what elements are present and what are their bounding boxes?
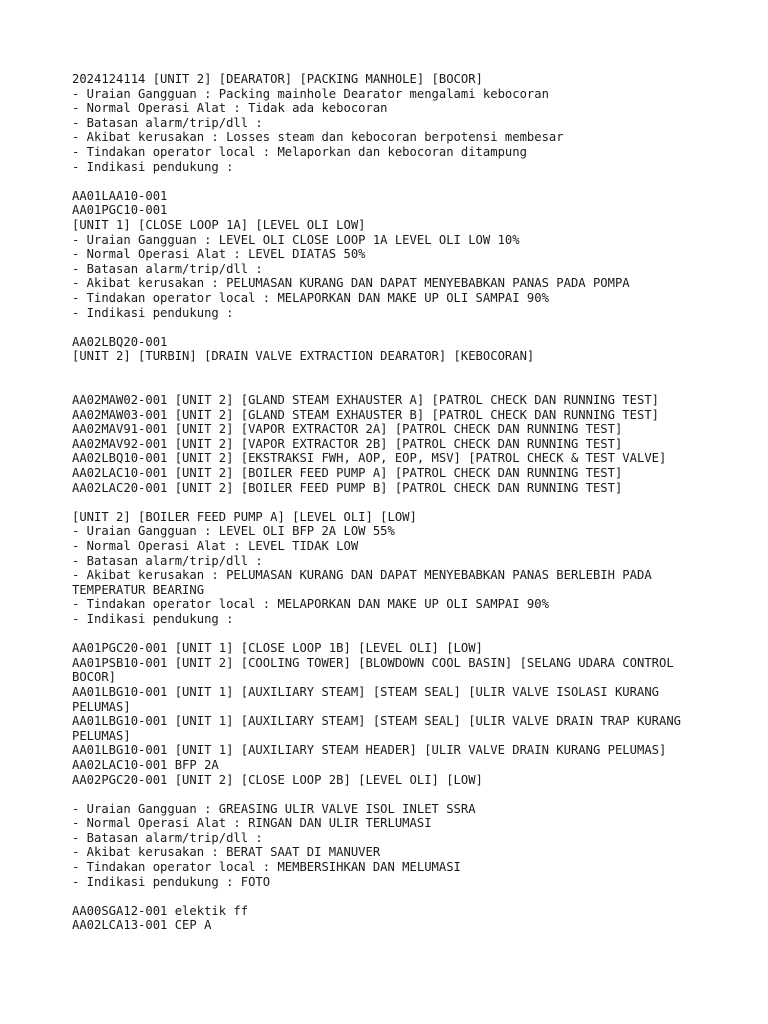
text-line: [UNIT 2] [TURBIN] [DRAIN VALVE EXTRACTION DEARATOR] [KEBOCORAN] <box>72 349 535 364</box>
text-line: AA01PGC10-001 <box>72 203 168 218</box>
blank-line <box>72 787 752 802</box>
text-line: PELUMAS] <box>72 728 131 743</box>
text-line: TEMPERATUR BEARING <box>72 582 205 597</box>
text-line: - Uraian Gangguan : Packing mainhole Dearator mengalami kebocoran <box>72 86 549 101</box>
blank-line <box>72 495 752 510</box>
text-line: - Batasan alarm/trip/dll : <box>72 115 263 130</box>
text-line: - Akibat kerusakan : BERAT SAAT DI MANUVER <box>72 845 381 860</box>
text-line: AA02MAV91-001 [UNIT 2] [VAPOR EXTRACTOR 2A] [PATROL CHECK DAN RUNNING TEST] <box>72 422 623 437</box>
blank-line <box>72 364 752 379</box>
text-line: - Uraian Gangguan : LEVEL OLI BFP 2A LOW 55% <box>72 524 395 539</box>
text-line: - Indikasi pendukung : <box>72 159 234 174</box>
text-line: AA01LBG10-001 [UNIT 1] [AUXILIARY STEAM HEADER] [ULIR VALVE DRAIN KURANG PELUMAS] <box>72 743 667 758</box>
text-line: - Indikasi pendukung : FOTO <box>72 874 271 889</box>
text-line: AA02LBQ20-001 <box>72 334 168 349</box>
blank-line <box>72 627 752 642</box>
text-line: AA01PGC20-001 [UNIT 1] [CLOSE LOOP 1B] [LEVEL OLI] [LOW] <box>72 641 483 656</box>
text-line: - Batasan alarm/trip/dll : <box>72 261 263 276</box>
text-line: [UNIT 2] [BOILER FEED PUMP A] [LEVEL OLI] [LOW] <box>72 509 417 524</box>
text-line: AA02LAC10-001 BFP 2A <box>72 757 219 772</box>
text-line: AA02LCA13-001 CEP A <box>72 918 212 933</box>
text-line: AA02LAC10-001 [UNIT 2] [BOILER FEED PUMP A] [PATROL CHECK DAN RUNNING TEST] <box>72 466 623 481</box>
text-line: - Normal Operasi Alat : RINGAN DAN ULIR TERLUMASI <box>72 816 432 831</box>
blank-line <box>72 889 752 904</box>
blank-line <box>72 378 752 393</box>
text-line: [UNIT 1] [CLOSE LOOP 1A] [LEVEL OLI LOW] <box>72 217 366 232</box>
text-line: AA02PGC20-001 [UNIT 2] [CLOSE LOOP 2B] [LEVEL OLI] [LOW] <box>72 772 483 787</box>
text-line: - Normal Operasi Alat : LEVEL DIATAS 50% <box>72 247 366 262</box>
text-line: BOCOR] <box>72 670 117 685</box>
text-line: AA02MAV92-001 [UNIT 2] [VAPOR EXTRACTOR 2B] [PATROL CHECK DAN RUNNING TEST] <box>72 436 623 451</box>
text-line: AA00SGA12-001 elektik ff <box>72 903 249 918</box>
text-line: - Tindakan operator local : MELAPORKAN DAN MAKE UP OLI SAMPAI 90% <box>72 597 549 612</box>
text-line: - Batasan alarm/trip/dll : <box>72 830 263 845</box>
text-line: - Uraian Gangguan : GREASING ULIR VALVE ISOL INLET SSRA <box>72 801 476 816</box>
text-line: - Normal Operasi Alat : Tidak ada kebocoran <box>72 101 388 116</box>
blank-line <box>72 174 752 189</box>
text-line: AA01LAA10-001 <box>72 188 168 203</box>
text-line: - Tindakan operator local : Melaporkan dan kebocoran ditampung <box>72 144 527 159</box>
text-line: AA01LBG10-001 [UNIT 1] [AUXILIARY STEAM] [STEAM SEAL] [ULIR VALVE DRAIN TRAP KURANG <box>72 714 682 729</box>
text-line: AA02MAW03-001 [UNIT 2] [GLAND STEAM EXHAUSTER B] [PATROL CHECK DAN RUNNING TEST] <box>72 407 659 422</box>
text-line: - Akibat kerusakan : PELUMASAN KURANG DAN DAPAT MENYEBABKAN PANAS BERLEBIH PADA <box>72 568 652 583</box>
text-line: - Akibat kerusakan : Losses steam dan kebocoran berpotensi membesar <box>72 130 564 145</box>
text-line: - Tindakan operator local : MEMBERSIHKAN DAN MELUMASI <box>72 860 461 875</box>
text-line: - Akibat kerusakan : PELUMASAN KURANG DAN DAPAT MENYEBABKAN PANAS PADA POMPA <box>72 276 630 291</box>
text-line: AA01PSB10-001 [UNIT 2] [COOLING TOWER] [BLOWDOWN COOL BASIN] [SELANG UDARA CONTROL <box>72 655 674 670</box>
blank-line <box>72 320 752 335</box>
text-line: AA02MAW02-001 [UNIT 2] [GLAND STEAM EXHAUSTER A] [PATROL CHECK DAN RUNNING TEST] <box>72 393 659 408</box>
text-line: - Indikasi pendukung : <box>72 305 234 320</box>
text-line: - Batasan alarm/trip/dll : <box>72 553 263 568</box>
text-line: - Normal Operasi Alat : LEVEL TIDAK LOW <box>72 539 359 553</box>
text-line: - Indikasi pendukung : <box>72 611 234 626</box>
text-line: AA01LBG10-001 [UNIT 1] [AUXILIARY STEAM] [STEAM SEAL] [ULIR VALVE ISOLASI KURANG <box>72 684 659 699</box>
text-line: AA02LBQ10-001 [UNIT 2] [EKSTRAKSI FWH, AOP, EOP, MSV] [PATROL CHECK & TEST VALVE] <box>72 451 667 466</box>
text-line: - Uraian Gangguan : LEVEL OLI CLOSE LOOP 1A LEVEL OLI LOW 10% <box>72 232 520 247</box>
text-line: PELUMAS] <box>72 699 131 714</box>
text-line: 2024124114 [UNIT 2] [DEARATOR] [PACKING MANHOLE] [BOCOR] <box>72 72 483 86</box>
document-page <box>72 72 752 933</box>
text-line: - Tindakan operator local : MELAPORKAN DAN MAKE UP OLI SAMPAI 90% <box>72 290 549 305</box>
text-line: AA02LAC20-001 [UNIT 2] [BOILER FEED PUMP B] [PATROL CHECK DAN RUNNING TEST] <box>72 480 623 495</box>
